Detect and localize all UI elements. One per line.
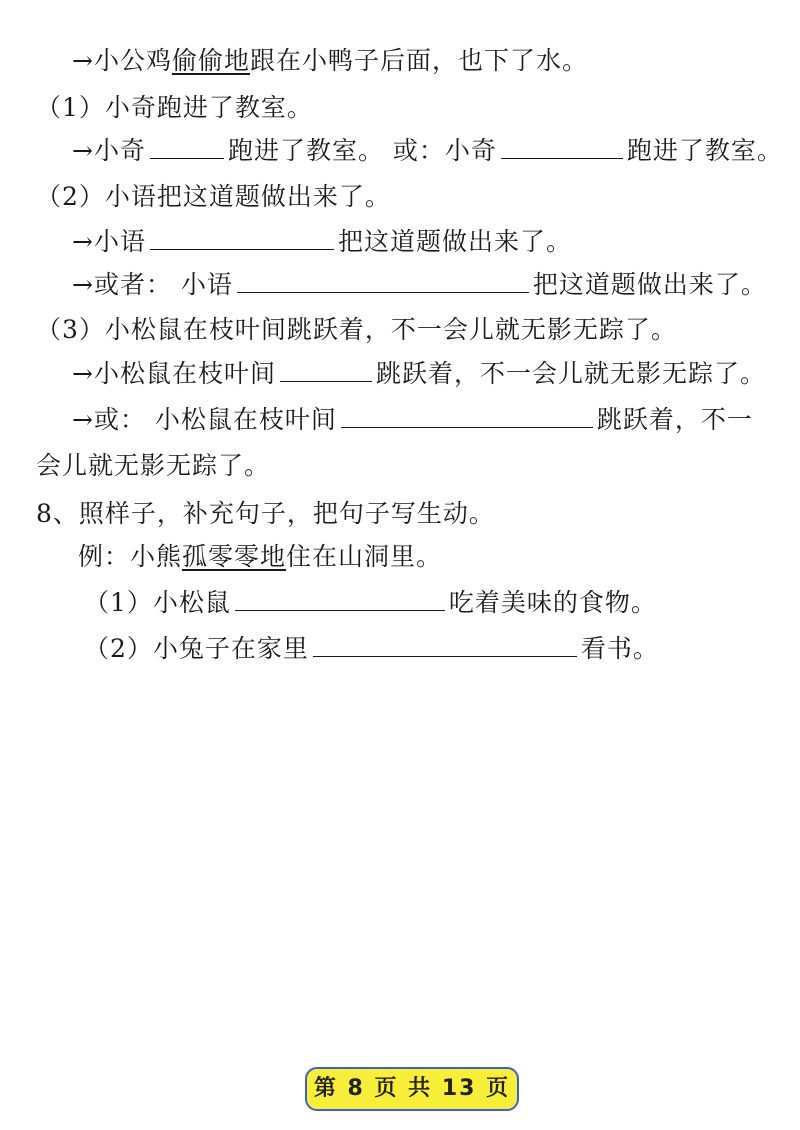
question-3: （3）小松鼠在枝叶间跳跃着，不一会儿就无影无踪了。 [36,315,677,344]
underlined-word: 偷偷地 [171,46,250,75]
question-2: （2）小语把这道题做出来了。 [36,182,391,211]
example-answer-line [72,44,588,78]
text: →小松鼠在枝叶间 [72,359,276,388]
example-sentence [78,540,442,574]
text: 例：小熊 [78,542,183,571]
fill-blank[interactable] [280,357,372,382]
text: 跑进了教室。 或：小奇 [227,136,497,165]
text: →或： 小松鼠在枝叶间 [72,405,337,434]
fill-blank[interactable] [501,134,623,159]
fill-blank[interactable] [235,586,445,611]
fill-blank[interactable] [313,632,577,657]
text: 跳跃着，不一会儿就无影无踪了。 [375,359,766,388]
text: →小公鸡 [72,46,172,75]
question-1: （1）小奇跑进了教室。 [36,93,313,122]
fill-blank[interactable] [150,225,334,250]
text: 住在山洞里。 [286,542,443,571]
text: →小语 [72,227,146,256]
fill-blank[interactable] [341,403,593,428]
section-8-heading: 8、照样子，补充句子，把句子写生动。 [36,499,495,528]
fill-blank[interactable] [237,268,529,293]
fill-blank[interactable] [150,134,224,159]
text: 跑进了教室。 [626,136,783,165]
exercise-8-1 [84,586,657,620]
text: （2）小兔子在家里 [84,634,309,663]
underlined-word: 孤零零地 [182,542,287,571]
answer-line-2b [72,268,767,302]
text: →小奇 [72,136,146,165]
answer-line-2a [72,225,572,259]
text: 跳跃着，不一 [596,405,753,434]
text: 跟在小鸭子后面，也下了水。 [249,46,588,75]
exercise-8-2 [84,632,659,666]
text: 把这道题做出来了。 [337,227,572,256]
answer-line-3a [72,357,766,391]
answer-line-1 [72,134,783,168]
answer-line-3b [72,403,753,437]
answer-line-3b-cont: 会儿就无影无踪了。 [36,451,271,480]
text: （1）小松鼠 [84,588,231,617]
text: 把这道题做出来了。 [532,270,767,299]
text: 看书。 [580,634,659,663]
text: →或者： 小语 [72,270,233,299]
page-number-badge: 第 8 页 共 13 页 [305,1067,519,1111]
text: 吃着美味的食物。 [448,588,657,617]
